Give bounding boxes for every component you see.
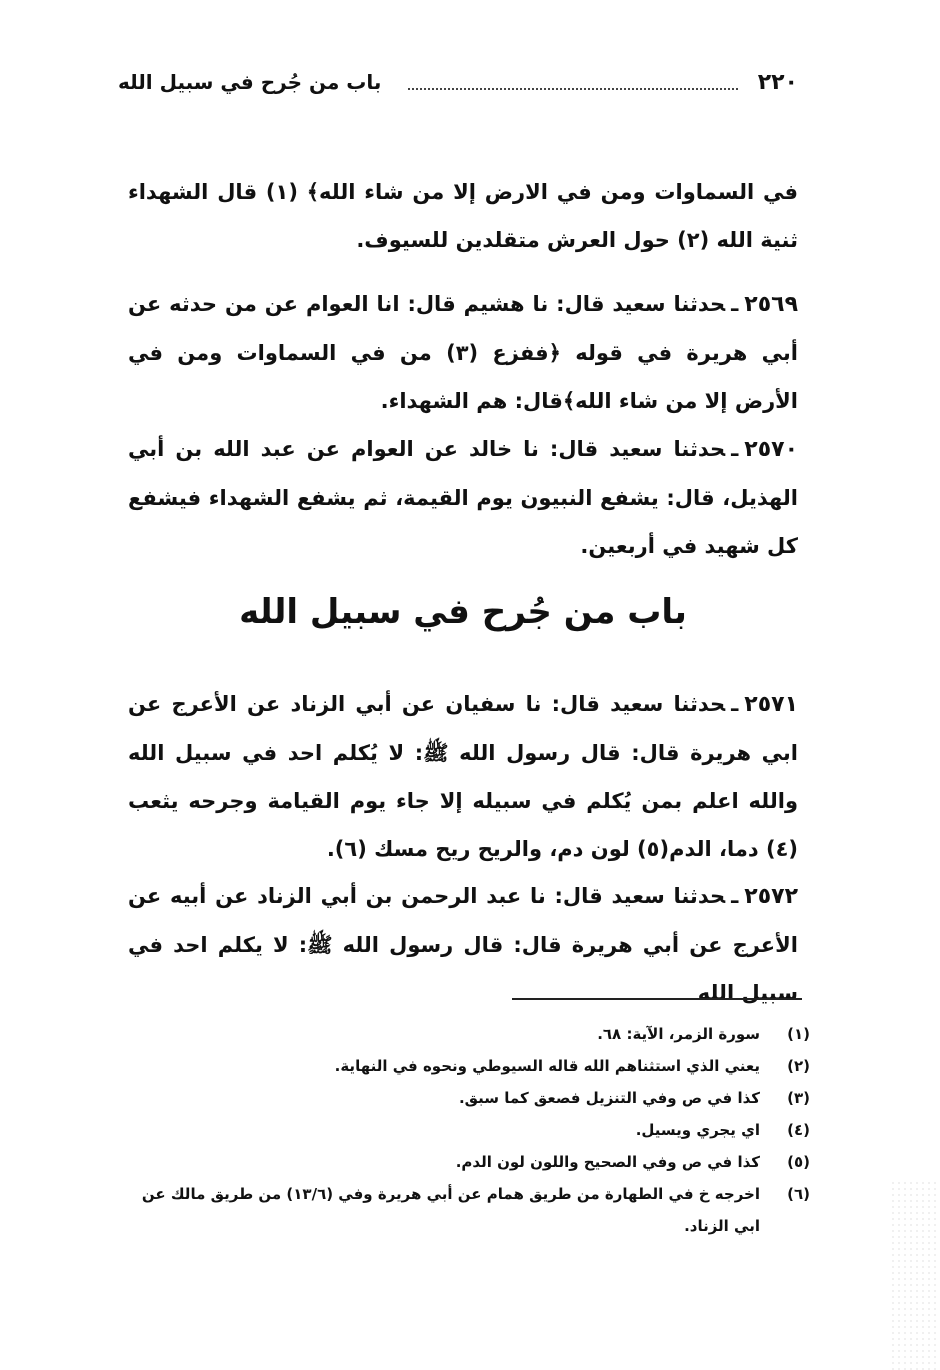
hadith-number: ٢٥٧٠ [744,437,798,462]
footnote-mark: (٥) [787,1153,810,1171]
footnote-text: اي يجري ويسيل. [635,1121,760,1139]
hadith-text: حدثنا سعيد قال: نا خالد عن العوام عن عبد الله بن أبي الهذيل، قال: يشفع النبيون يوم القيمة، ثم يشفع الشهداء فيشفع كل شهيد في أربعين. [128,437,798,558]
footnote-text: يعني الذي استثناهم الله قاله السيوطي ونحوه في النهاية. [334,1057,760,1075]
footnote [128,1082,810,1114]
hadith-paragraph: ٢٥٧١ـحدثنا سعيد قال: نا سفيان عن أبي الزناد عن الأعرج عن ابي هريرة قال: قال رسول الله ﷺ: لا يُكلم احد في سبيل الله والله اعلم بمن يُكلم في سبيله إلا جاء يوم القيامة وجرحه يثعب (٤) دما، الدم(٥) لون دم، والريح ريح مسك (٦). [128,692,798,861]
hadith-number: ٢٥٧١ [744,692,798,717]
hadith-text: حدثنا سعيد قال: نا سفيان عن أبي الزناد عن الأعرج عن ابي هريرة قال: قال رسول الله ﷺ: لا يُكلم احد في سبيل الله والله اعلم بمن يُكلم في سبيله إلا جاء يوم القيامة وجرحه يثعب (٤) دما، الدم(٥) لون دم، والريح ريح مسك (٦). [128,692,798,861]
hadith-text: حدثنا سعيد قال: نا عبد الرحمن بن أبي الزناد عن أبيه عن الأعرج عن أبي هريرة قال: قال رسول الله ﷺ: لا يكلم احد في سبيل الله [128,884,798,1005]
footnote-mark: (١) [787,1025,810,1043]
footnote-text: سورة الزمر، الآية: ٦٨. [597,1025,760,1043]
footnote-mark: (٢) [787,1057,810,1075]
footnote [128,1114,810,1146]
footnote-text: كذا في ص وفي الصحيح واللون لون الدم. [455,1153,760,1171]
continuation-paragraph: في السماوات ومن في الارض إلا من شاء الله﴾ (١) قال الشهداء ثنية الله (٢) حول العرش متقلدين للسيوف. [128,180,798,252]
page-header [118,62,798,102]
footnote-separator [512,998,802,1000]
footnote-mark: (٤) [787,1121,810,1139]
footnote [128,1018,810,1050]
hadith-number: ٢٥٧٢ [744,884,798,909]
footnote-text: اخرجه خ في الطهارة من طريق همام عن أبي هريرة وفي (١٣/٦) من طريق مالك عن ابي الزناد. [141,1185,760,1235]
footnote-text: كذا في ص وفي التنزيل فصعق كما سبق. [458,1089,760,1107]
footnote [128,1050,810,1082]
scan-speckle [890,1180,940,1370]
section-title: باب من جُرح في سبيل الله [239,592,687,632]
footnote [128,1146,810,1178]
header-dotted-rule [408,88,738,90]
hadith-paragraph: ٢٥٦٩ـحدثنا سعيد قال: نا هشيم قال: انا العوام عن من حدثه عن أبي هريرة في قوله ﴿ففزع (٣) من في السماوات ومن في الأرض إلا من شاء الله﴾قال: هم الشهداء. [128,292,798,413]
hadith-paragraph: ٢٥٧٠ـحدثنا سعيد قال: نا خالد عن العوام عن عبد الله بن أبي الهذيل، قال: يشفع النبيون يوم القيمة، ثم يشفع الشهداء فيشفع كل شهيد في أربعين. [128,437,798,558]
footnote-mark: (٦) [787,1185,810,1203]
footnote [128,1178,810,1242]
footnote-mark: (٣) [787,1089,810,1107]
hadith-number: ٢٥٦٩ [744,292,798,317]
page-number: ٢٢٠ [757,70,798,95]
hadith-paragraph: ٢٥٧٢ـحدثنا سعيد قال: نا عبد الرحمن بن أبي الزناد عن أبيه عن الأعرج عن أبي هريرة قال: قال رسول الله ﷺ: لا يكلم احد في سبيل الله [128,884,798,1005]
running-title: باب من جُرح في سبيل الله [118,70,382,94]
hadith-text: حدثنا سعيد قال: نا هشيم قال: انا العوام عن من حدثه عن أبي هريرة في قوله ﴿ففزع (٣) من في السماوات ومن في الأرض إلا من شاء الله﴾قال: هم الشهداء. [128,292,798,413]
footnotes [128,1018,810,1242]
